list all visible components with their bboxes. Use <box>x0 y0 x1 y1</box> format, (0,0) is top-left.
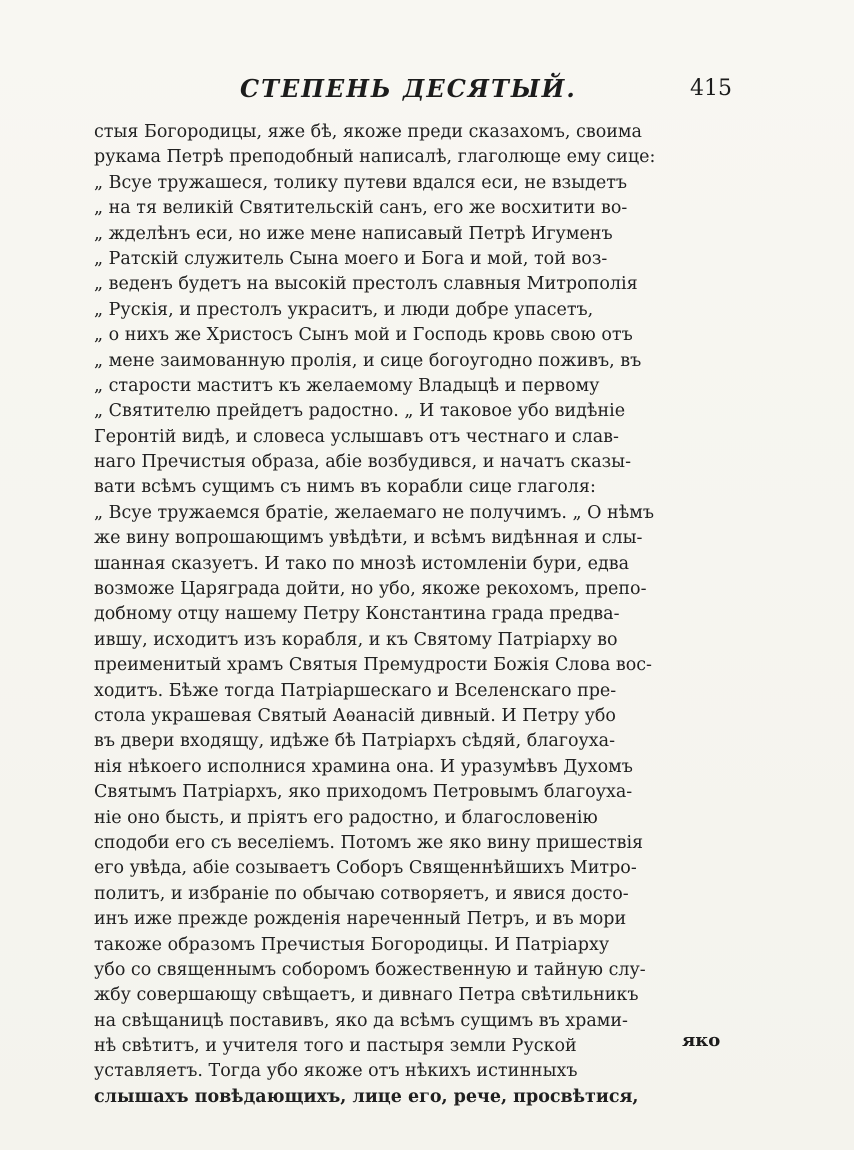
text-line: Геронтій видѣ, и словеса услышавъ отъ честнаго и слав- <box>94 426 619 447</box>
text-line: „ Всуе тружаемся братіе, желаемаго не получимъ. „ О нѣмъ <box>94 502 654 523</box>
catchword: яко <box>682 1030 721 1051</box>
text-line: шанная сказуетъ. И тако по мнозѣ истомленіи бури, едва <box>94 553 630 574</box>
text-line: въ двери входящу, идѣже бѣ Патріархъ сѣдяй, благоуха- <box>94 731 616 752</box>
text-line: наго Пречистыя образа, абіе возбудився, и начатъ сказы- <box>94 452 632 473</box>
text-line: политъ, и избраніе по обычаю сотворяетъ, и явися досто- <box>94 883 629 904</box>
text-line: сподоби его съ веселіемъ. Потомъ же яко вину пришествія <box>94 832 644 853</box>
text-line: ходитъ. Бѣже тогда Патріаршескаго и Вселенскаго пре- <box>94 680 617 701</box>
text-line: стола украшевая Святый Аѳанасій дивный. И Петру убо <box>94 705 616 726</box>
text-line: уставляетъ. Тогда убо якоже отъ нѣкихъ истинныхъ <box>94 1061 578 1082</box>
text-line: слышахъ повѣдающихъ, лице его, рече, просвѣтися, <box>94 1086 639 1107</box>
text-line: ившу, исходитъ изъ корабля, и къ Святому Патріарху во <box>94 629 618 650</box>
text-line: инъ иже прежде рожденія нареченный Петръ, и въ мори <box>94 909 627 930</box>
text-line: „ старости маститъ къ желаемому Владыцѣ и первому <box>94 375 600 396</box>
text-line: же вину вопрошающимъ увѣдѣти, и всѣмъ видѣнная и слы- <box>94 528 643 549</box>
text-line: убо со священнымъ соборомъ божественную и тайную слу- <box>94 959 646 980</box>
text-line: преименитый храмъ Святыя Премудрости Божія Слова вос- <box>94 655 652 676</box>
text-line: нія нѣкоего исполнися храмина она. И уразумѣвъ Духомъ <box>94 756 633 777</box>
text-line: стыя Богородицы, яже бѣ, якоже преди сказахомъ, своима <box>94 122 642 142</box>
text-line: рукама Петрѣ преподобный написалѣ, глаголюще ему сице: <box>94 147 656 168</box>
text-line: его увѣда, абіе созываетъ Соборъ Священнѣйшихъ Митро- <box>94 858 637 879</box>
text-line: на свѣщаницѣ поставивъ, яко да всѣмъ сущимъ въ храми- <box>94 1010 628 1031</box>
text-line: „ Рускія, и престолъ украситъ, и люди добре упасетъ, <box>94 299 594 320</box>
text-line: „ на тя великій Святительскій санъ, его же восхитити во- <box>94 198 628 219</box>
text-line: „ о нихъ же Христосъ Сынъ мой и Господь кровь свою отъ <box>94 325 633 346</box>
text-line: „ Ратскій служитель Сына моего и Бога и мой, той воз- <box>94 248 608 269</box>
text-line: Святымъ Патріархъ, яко приходомъ Петровымъ благоуха- <box>94 782 633 803</box>
text-line: „ веденъ будетъ на высокій престолъ славныя Митрополія <box>94 274 638 295</box>
text-line: ніе оно бысть, и пріятъ его радостно, и благословенію <box>94 807 598 828</box>
text-line: возможе Царяграда дойти, но убо, якоже рекохомъ, препо- <box>94 579 647 600</box>
text-line: „ жделѣнъ еси, но иже мене написавый Петрѣ Игуменъ <box>94 223 613 244</box>
text-line: нѣ свѣтитъ, и учителя того и пастыря земли Руской <box>94 1036 577 1057</box>
text-line: такоже образомъ Пречистыя Богородицы. И Патріарху <box>94 934 610 955</box>
text-line: „ Всуе тружашеся, толику путеви вдался еси, не взыдетъ <box>94 172 628 193</box>
text-line: добному отцу нашему Петру Константина града предва- <box>94 604 620 625</box>
text-line: „ мене заимованную пролія, и сице богоугодно поживъ, въ <box>94 350 642 371</box>
text-line: „ Святителю прейдетъ радостно. „ И таковое убо видѣніе <box>94 401 626 422</box>
running-head-title: СТЕПЕНЬ ДЕСЯТЫЙ. <box>240 74 577 103</box>
page-number: 415 <box>690 76 732 101</box>
body-text <box>94 120 742 1110</box>
text-line: вати всѣмъ сущимъ съ нимъ въ корабли сице глаголя: <box>94 477 596 498</box>
text-line: жбу совершающу свѣщаетъ, и дивнаго Петра свѣтильникъ <box>94 985 639 1006</box>
